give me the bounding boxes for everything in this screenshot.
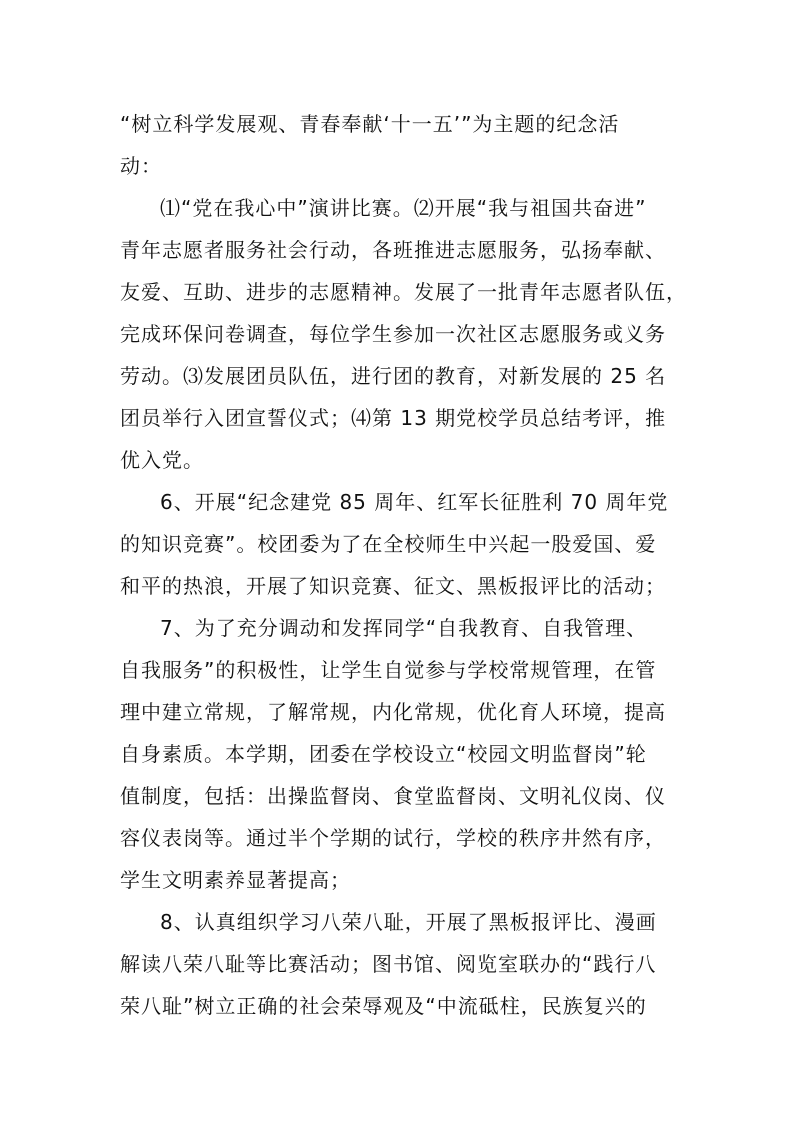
- text-line: 和平的热浪，开展了知识竞赛、征文、黑板报评比的活动；: [120, 574, 666, 598]
- text-line: 自我服务”的积极性，让学生自觉参与学校常规管理，在管: [120, 658, 657, 682]
- text-line: 动：: [120, 154, 162, 178]
- text-line: 解读八荣八耻等比赛活动；图书馆、阅览室联办的“践行八: [120, 952, 657, 976]
- text-line: 劳动。⑶发展团员队伍，进行团的教育，对新发展的 25 名: [120, 364, 667, 388]
- text-line: “树立科学发展观、青春奉献‘十一五’”为主题的纪念活: [120, 112, 620, 136]
- text-line: 学生文明素养显著提高；: [120, 868, 351, 892]
- text-line: 青年志愿者服务社会行动，各班推进志愿服务，弘扬奉献、: [120, 238, 666, 262]
- text-line: 优入党。: [120, 448, 204, 472]
- text-line: 8、认真组织学习八荣八耻，开展了黑板报评比、漫画: [160, 910, 657, 934]
- text-line: 自身素质。本学期，团委在学校设立“校园文明监督岗”轮: [120, 742, 647, 766]
- text-line: 值制度，包括：出操监督岗、食堂监督岗、文明礼仪岗、仪: [120, 784, 666, 808]
- text-line: 6、开展“纪念建党 85 周年、红军长征胜利 70 周年党: [160, 490, 669, 514]
- text-line: 团员举行入团宣誓仪式；⑷第 13 期党校学员总结考评，推: [120, 406, 667, 430]
- text-line: 友爱、互助、进步的志愿精神。发展了一批青年志愿者队伍，: [120, 280, 687, 304]
- text-line: 完成环保问卷调查，每位学生参加一次社区志愿服务或义务: [120, 322, 666, 346]
- text-line: 荣八耻”树立正确的社会荣辱观及“中流砥柱，民族复兴的: [120, 994, 647, 1018]
- text-line: ⑴“党在我心中”演讲比赛。⑵开展“我与祖国共奋进”: [160, 196, 647, 220]
- text-line: 7、为了充分调动和发挥同学“自我教育、自我管理、: [160, 616, 648, 640]
- text-line: 的知识竞赛”。校团委为了在全校师生中兴起一股爱国、爱: [120, 532, 657, 556]
- text-line: 理中建立常规，了解常规，内化常规，优化育人环境，提高: [120, 700, 666, 724]
- text-line: 容仪表岗等。通过半个学期的试行，学校的秩序井然有序，: [120, 826, 666, 850]
